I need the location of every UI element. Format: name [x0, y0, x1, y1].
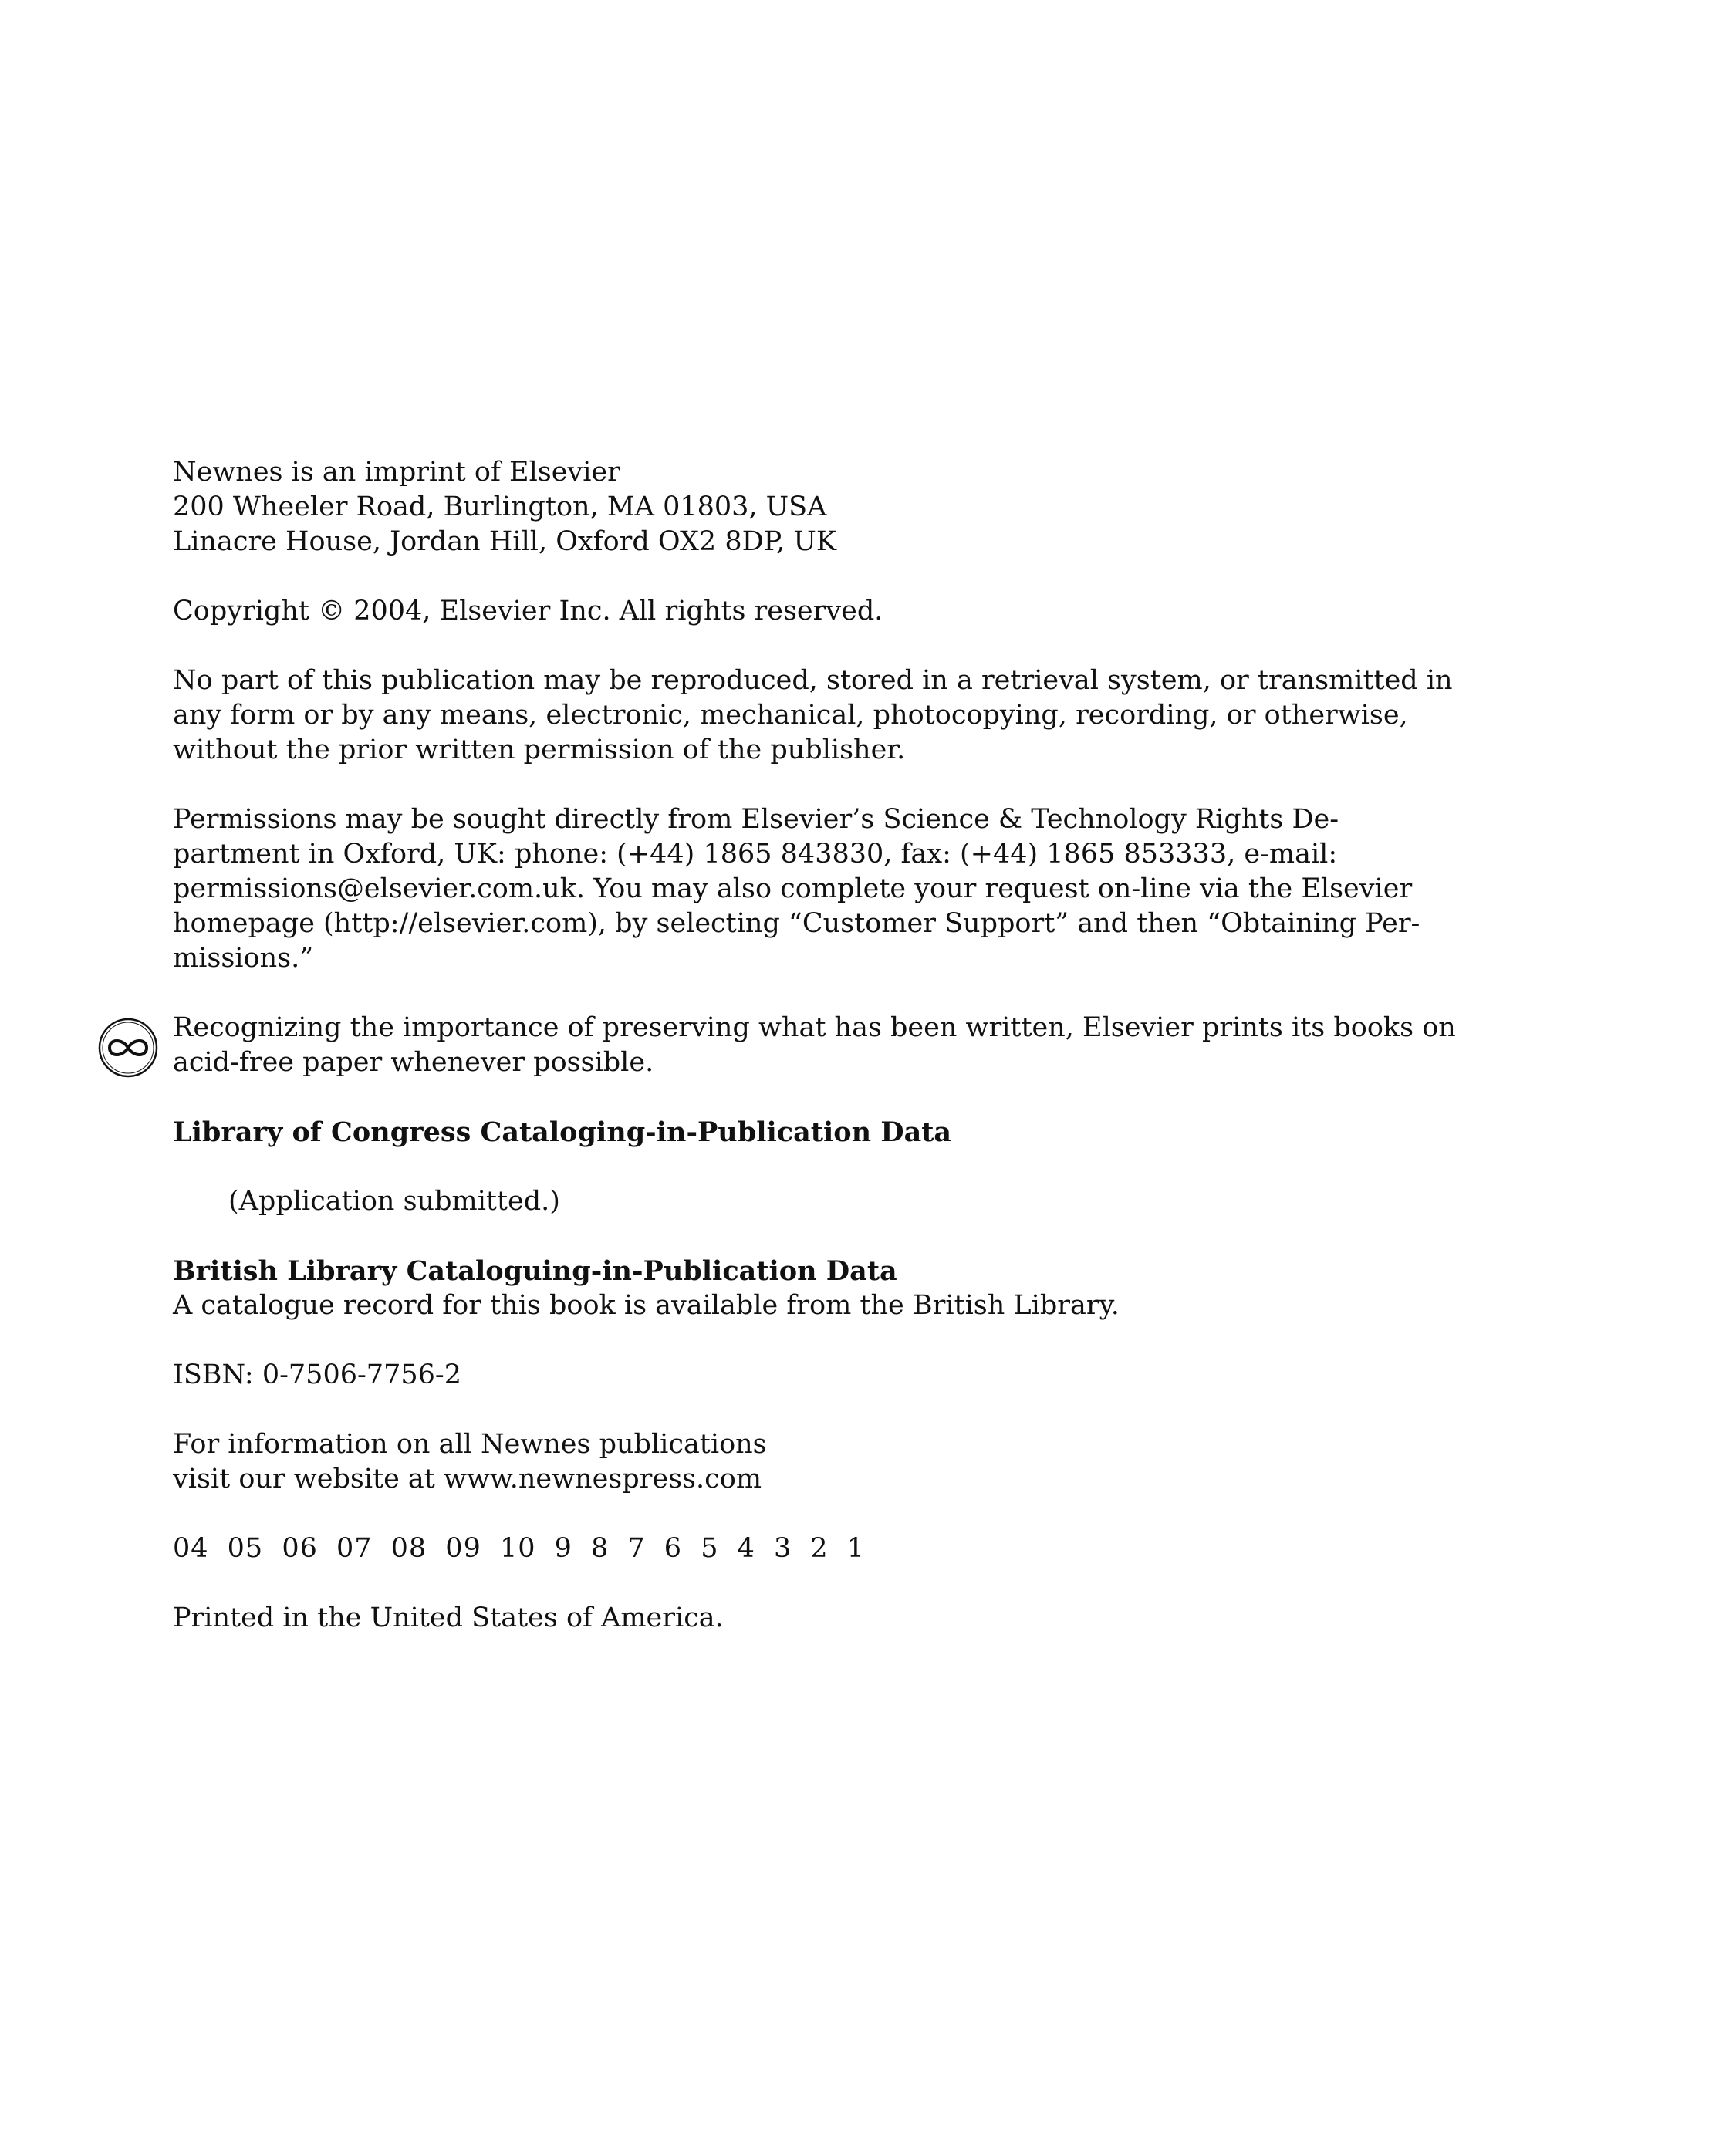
- reproduction-line: No part of this publication may be reproduced, stored in a retrieval system, or transmitted in: [173, 665, 1453, 696]
- reproduction-notice: [173, 664, 1453, 768]
- isbn-block: [173, 1358, 1284, 1393]
- permissions-line: homepage (http://elsevier.com), by selecting “Customer Support” and then “Obtaining Per-: [173, 908, 1420, 939]
- acid-free-line: acid-free paper whenever possible.: [173, 1047, 654, 1078]
- imprint-line: Linacre House, Jordan Hill, Oxford OX2 8DP, UK: [173, 526, 836, 557]
- british-library-text: A catalogue record for this book is available from the British Library.: [173, 1290, 1120, 1321]
- permissions-line: missions.”: [173, 943, 314, 974]
- reproduction-line: any form or by any means, electronic, mechanical, photocopying, recording, or otherwise,: [173, 700, 1408, 731]
- reproduction-line: without the prior written permission of the publisher.: [173, 734, 906, 765]
- copyright-notice: [173, 594, 1284, 629]
- printed-in-block: [173, 1601, 1284, 1636]
- print-line: 04 05 06 07 08 09 10 9 8 7 6 5 4 3 2 1: [173, 1533, 866, 1564]
- print-line-block: [173, 1531, 1284, 1566]
- copyright-line: Copyright © 2004, Elsevier Inc. All rights reserved.: [173, 596, 883, 626]
- british-library-heading: British Library Cataloguing-in-Publication Data: [173, 1255, 897, 1287]
- permissions-line: partment in Oxford, UK: phone: (+44) 1865 843830, fax: (+44) 1865 853333, e-mail:: [173, 839, 1338, 870]
- loc-note: (Application submitted.): [228, 1186, 560, 1217]
- acid-free-line: Recognizing the importance of preserving what has been written, Elsevier prints its books on: [173, 1012, 1456, 1043]
- isbn: ISBN: 0-7506-7756-2: [173, 1359, 461, 1390]
- permissions-line: permissions@elsevier.com.uk. You may also complete your request on-line via the Elsevier: [173, 873, 1413, 904]
- british-library-section: [173, 1254, 1284, 1323]
- permissions-notice: [173, 802, 1420, 976]
- printed-in: Printed in the United States of America.: [173, 1602, 724, 1633]
- infinity-seal-icon: [97, 1017, 159, 1079]
- info-line: visit our website at www.newnespress.com: [173, 1464, 762, 1494]
- info-line: For information on all Newnes publications: [173, 1429, 767, 1460]
- permissions-line: Permissions may be sought directly from Elsevier’s Science & Technology Rights De-: [173, 804, 1339, 835]
- imprint-block: [173, 455, 1284, 559]
- loc-note-block: [173, 1184, 1284, 1219]
- loc-section: [173, 1115, 1284, 1150]
- acid-free-notice: [173, 1011, 1456, 1080]
- imprint-line: Newnes is an imprint of Elsevier: [173, 457, 620, 488]
- imprint-line: 200 Wheeler Road, Burlington, MA 01803, USA: [173, 491, 827, 522]
- loc-heading: Library of Congress Cataloging-in-Publication Data: [173, 1116, 952, 1148]
- info-block: [173, 1427, 1284, 1497]
